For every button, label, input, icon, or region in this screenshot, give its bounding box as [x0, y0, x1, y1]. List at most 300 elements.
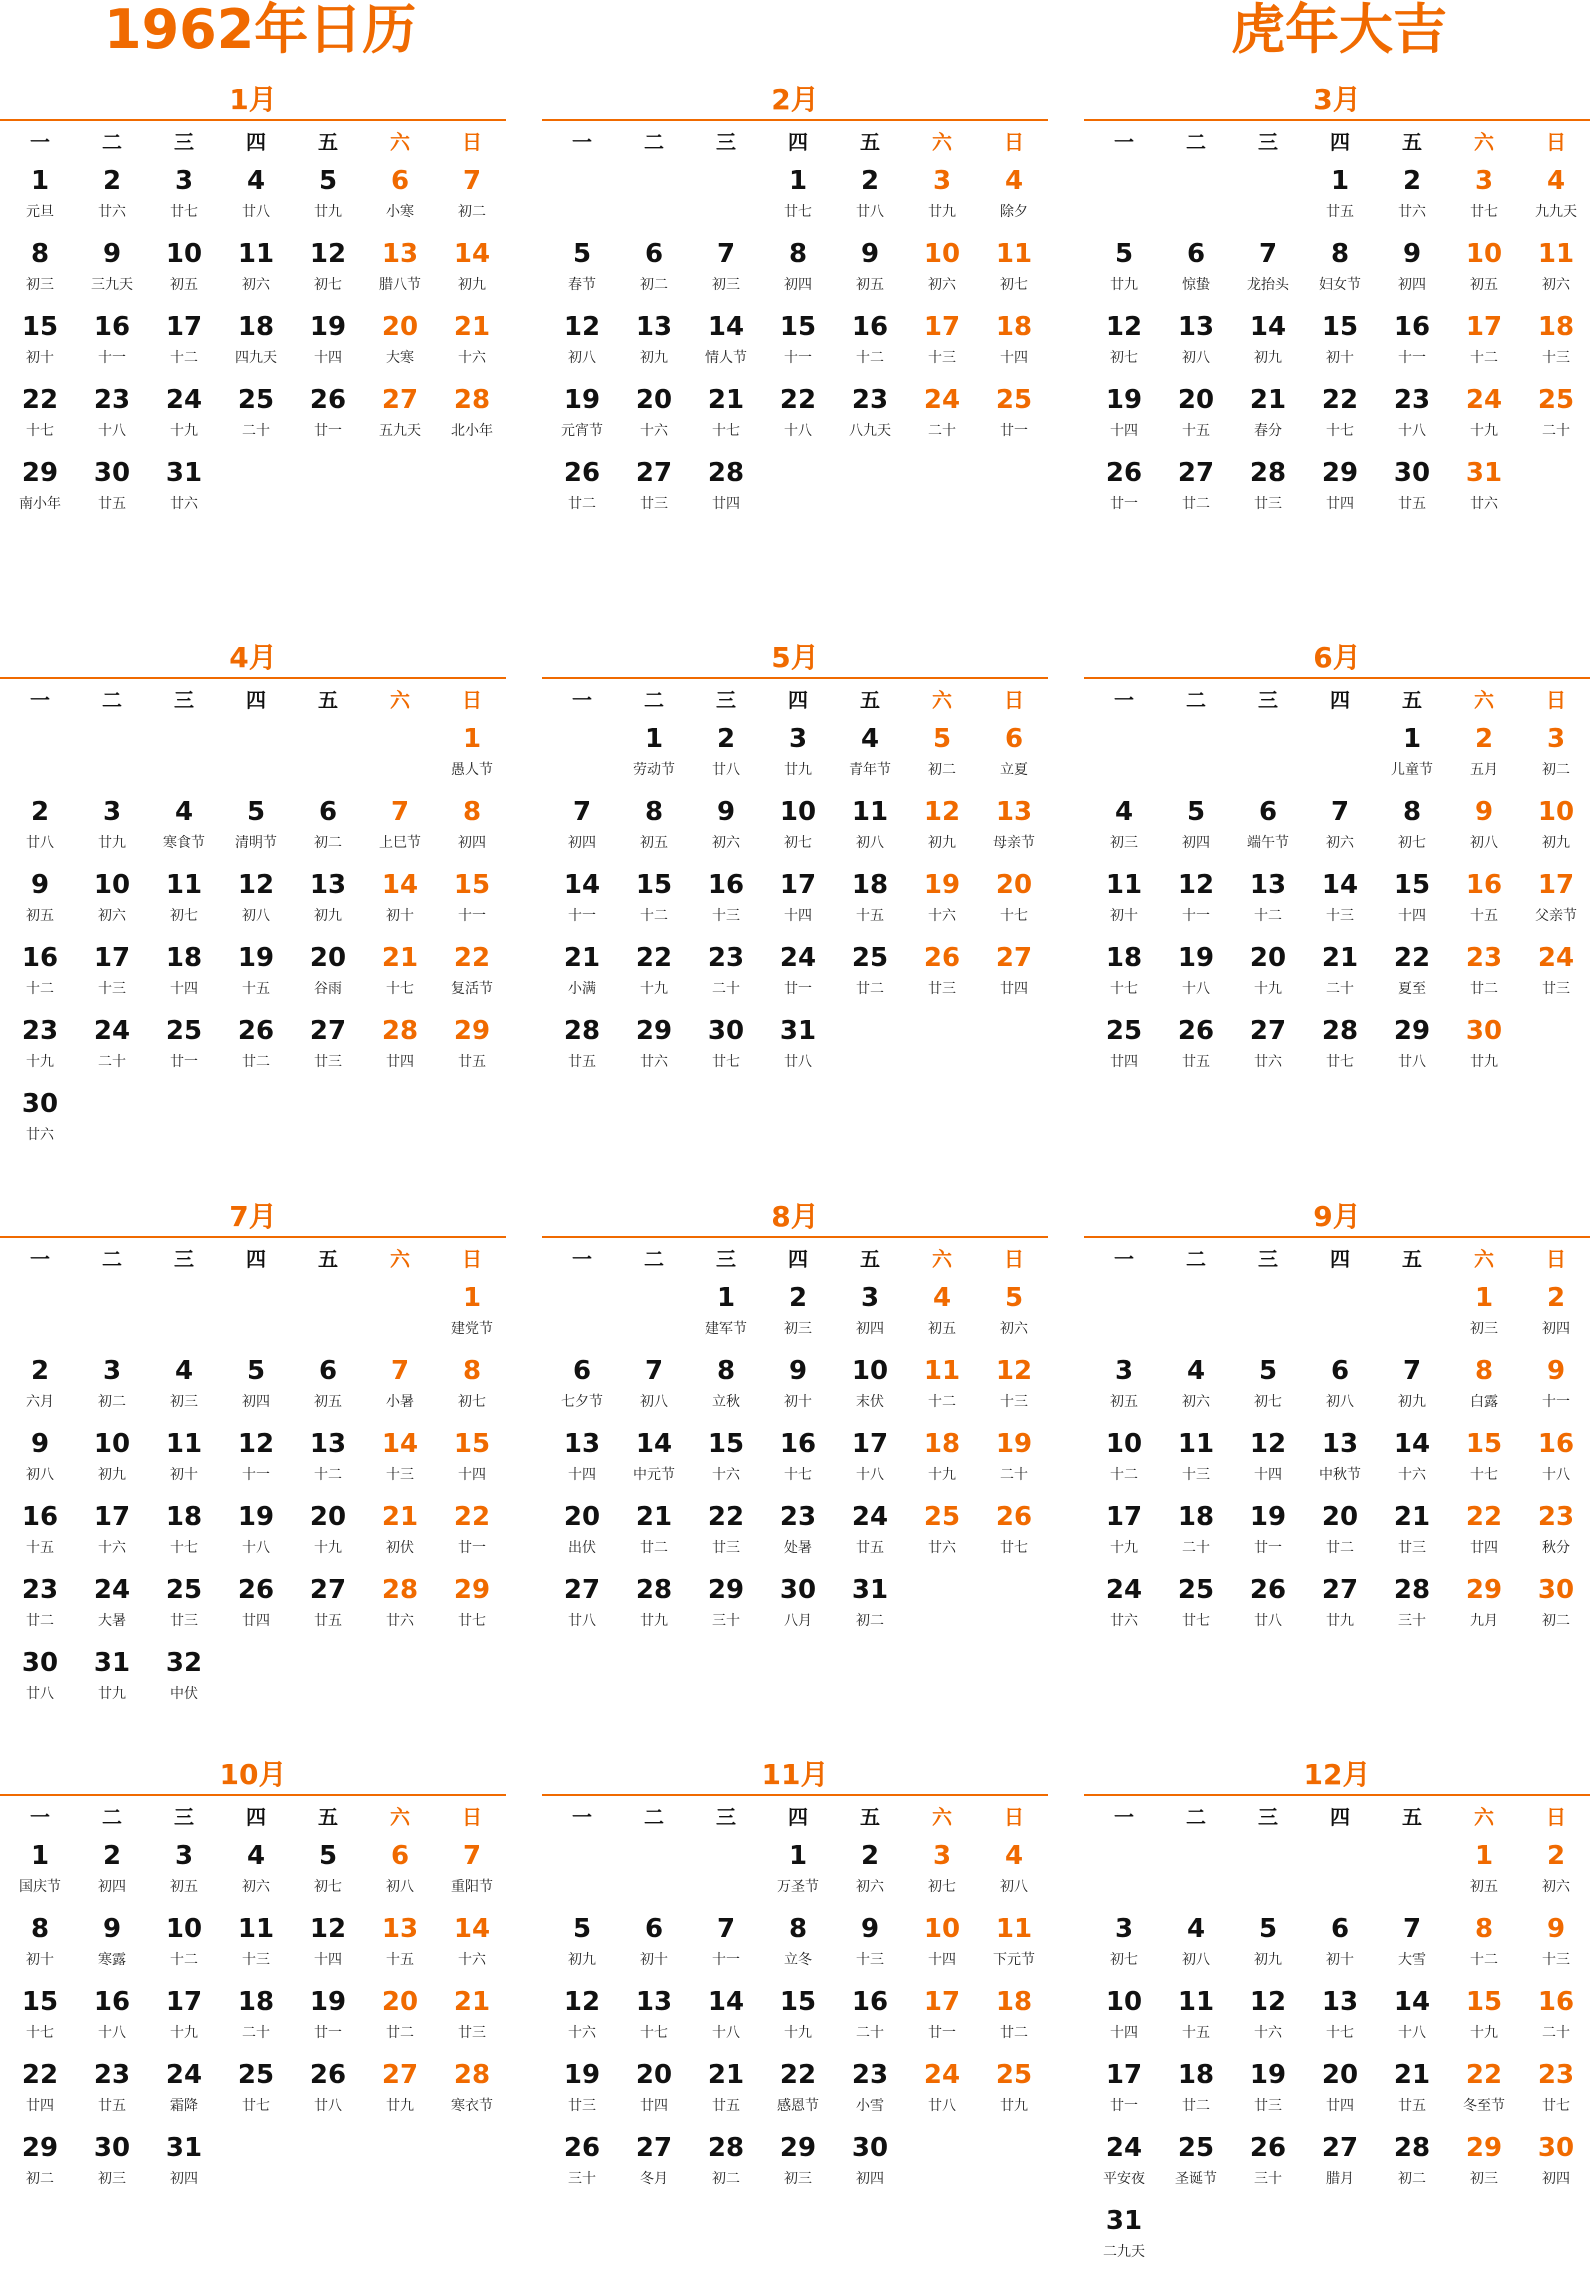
day-number: 17	[1105, 2060, 1143, 2090]
day-number: 13	[635, 312, 673, 342]
calendar-title: 1962年日历	[104, 0, 417, 61]
day-number: 28	[635, 1575, 673, 1605]
lunar-date: 初七	[170, 908, 198, 924]
weekday-label: 三	[716, 688, 736, 712]
lunar-date: 廿七	[1000, 1540, 1028, 1556]
day-number: 15	[707, 1429, 745, 1459]
day-cell	[978, 1427, 1050, 1500]
lunar-date: 白露	[1470, 1394, 1498, 1410]
lunar-date: 九九天	[1535, 204, 1577, 220]
day-cell	[546, 2131, 618, 2204]
month-block	[0, 1675, 506, 2187]
day-cell	[762, 1014, 834, 1087]
lunar-date: 青年节	[849, 762, 891, 778]
day-cell	[1232, 1014, 1304, 1087]
lunar-date: 廿四	[242, 1613, 270, 1629]
lunar-date: 初十	[26, 1952, 54, 1968]
weekday-label: 四	[788, 1805, 808, 1829]
lunar-date: 惊蛰	[1182, 277, 1210, 293]
day-cell	[76, 941, 148, 1014]
day-cell	[1232, 1500, 1304, 1573]
day-number: 25	[1177, 1575, 1215, 1605]
day-number: 11	[923, 1356, 961, 1386]
day-number: 24	[923, 2060, 961, 2090]
lunar-date: 三十	[568, 2171, 596, 2187]
day-cell	[292, 383, 364, 456]
day-cell	[1232, 310, 1304, 383]
day-cell	[1160, 1985, 1232, 2058]
day-cell	[906, 1427, 978, 1500]
lunar-date: 初九	[458, 277, 486, 293]
day-cell	[618, 2058, 690, 2131]
day-number: 27	[309, 1575, 347, 1605]
day-number: 12	[1249, 1429, 1287, 1459]
day-cell	[906, 1281, 978, 1354]
lunar-date: 廿五	[458, 1054, 486, 1070]
lunar-date: 初二	[640, 277, 668, 293]
day-number: 12	[237, 1429, 275, 1459]
day-cell	[292, 1839, 364, 1912]
month-name: 4月	[229, 641, 277, 674]
lunar-date: 十八	[784, 423, 812, 439]
day-cell	[1160, 456, 1232, 529]
day-cell	[292, 310, 364, 383]
lunar-date: 二九天	[1103, 2244, 1145, 2260]
day-number: 9	[1402, 239, 1422, 269]
lunar-date: 初八	[640, 1394, 668, 1410]
day-number: 21	[381, 943, 419, 973]
day-cell	[1376, 795, 1448, 868]
day-number: 31	[851, 1575, 889, 1605]
lunar-date: 出伏	[568, 1540, 596, 1556]
weekday-label: 五	[860, 688, 880, 712]
day-cell	[1304, 868, 1376, 941]
day-cell	[906, 383, 978, 456]
day-number: 20	[1177, 385, 1215, 415]
day-cell	[1520, 1985, 1591, 2058]
lunar-date: 廿一	[784, 981, 812, 997]
month-block	[0, 558, 506, 1143]
day-cell	[292, 2058, 364, 2131]
lunar-date: 二十	[1182, 1540, 1210, 1556]
day-cell	[1376, 941, 1448, 1014]
day-cell	[436, 1573, 508, 1646]
day-cell	[76, 456, 148, 529]
weekday-label: 四	[788, 1247, 808, 1271]
day-number: 25	[1177, 2133, 1215, 2163]
day-number: 29	[453, 1575, 491, 1605]
lunar-date: 初五	[1110, 1394, 1138, 1410]
day-number: 26	[1249, 1575, 1287, 1605]
day-cell	[76, 1354, 148, 1427]
day-cell	[364, 237, 436, 310]
day-number: 23	[1465, 943, 1503, 973]
lunar-date: 初四	[1182, 835, 1210, 851]
day-number: 2	[860, 166, 880, 196]
day-cell	[546, 941, 618, 1014]
day-number: 24	[165, 2060, 203, 2090]
lunar-date: 初九	[640, 350, 668, 366]
day-number: 26	[1105, 458, 1143, 488]
day-cell	[76, 1839, 148, 1912]
day-number: 10	[779, 797, 817, 827]
lunar-date: 初六	[856, 1879, 884, 1895]
day-cell	[978, 941, 1050, 1014]
lunar-date: 廿一	[928, 2025, 956, 2041]
weekday-label: 日	[462, 130, 482, 154]
month-name: 12月	[1303, 1758, 1371, 1791]
day-cell	[906, 164, 978, 237]
day-cell	[436, 2058, 508, 2131]
lunar-date: 十六	[98, 1540, 126, 1556]
day-number: 22	[779, 385, 817, 415]
day-number: 24	[851, 1502, 889, 1532]
day-cell	[292, 795, 364, 868]
day-cell	[690, 1912, 762, 1985]
day-number: 8	[788, 239, 808, 269]
lunar-date: 十九	[1470, 2025, 1498, 2041]
month-name: 5月	[771, 641, 819, 674]
day-number: 13	[563, 1429, 601, 1459]
weekday-label: 日	[1546, 1247, 1566, 1271]
day-number: 22	[1321, 385, 1359, 415]
day-number: 9	[102, 239, 122, 269]
lunar-date: 廿八	[712, 762, 740, 778]
weekday-label: 五	[318, 130, 338, 154]
lunar-date: 十四	[314, 350, 342, 366]
day-number: 10	[93, 870, 131, 900]
day-cell	[220, 1985, 292, 2058]
lunar-date: 十六	[458, 1952, 486, 1968]
lunar-date: 廿五	[1398, 496, 1426, 512]
weekday-label: 三	[1258, 1247, 1278, 1271]
lunar-date: 廿六	[928, 1540, 956, 1556]
day-number: 13	[1249, 870, 1287, 900]
day-cell	[76, 795, 148, 868]
day-cell	[436, 1500, 508, 1573]
day-number: 31	[165, 458, 203, 488]
lunar-date: 十一	[712, 1952, 740, 1968]
day-number: 4	[174, 797, 194, 827]
day-number: 18	[1105, 943, 1143, 973]
day-cell	[148, 237, 220, 310]
day-number: 21	[381, 1502, 419, 1532]
day-number: 6	[1004, 724, 1024, 754]
day-number: 8	[788, 1914, 808, 1944]
day-number: 2	[1546, 1841, 1566, 1871]
day-number: 18	[237, 312, 275, 342]
day-number: 7	[462, 166, 482, 196]
day-cell	[1088, 2204, 1160, 2277]
day-number: 16	[851, 1987, 889, 2017]
lunar-date: 十五	[1182, 423, 1210, 439]
day-number: 23	[93, 385, 131, 415]
day-cell	[978, 722, 1050, 795]
lunar-date: 廿五	[856, 1540, 884, 1556]
lunar-date: 廿七	[1470, 204, 1498, 220]
lunar-date: 廿二	[640, 1540, 668, 1556]
day-cell	[1304, 383, 1376, 456]
lunar-date: 初五	[170, 277, 198, 293]
day-number: 12	[995, 1356, 1033, 1386]
lunar-date: 初九	[1542, 835, 1570, 851]
day-cell	[906, 722, 978, 795]
lunar-date: 初四	[1542, 2171, 1570, 2187]
day-number: 1	[644, 724, 664, 754]
day-number: 9	[716, 797, 736, 827]
lunar-date: 立秋	[712, 1394, 740, 1410]
day-cell	[834, 1427, 906, 1500]
lunar-date: 初四	[1398, 277, 1426, 293]
day-number: 14	[453, 239, 491, 269]
weekday-label: 日	[1004, 1805, 1024, 1829]
lunar-date: 廿六	[170, 496, 198, 512]
weekday-header	[1084, 126, 1590, 156]
day-number: 32	[165, 1648, 203, 1678]
lunar-date: 廿九	[1000, 2098, 1028, 2114]
day-cell	[220, 1573, 292, 1646]
weekday-label: 六	[390, 130, 410, 154]
day-cell	[978, 1839, 1050, 1912]
day-number: 11	[165, 1429, 203, 1459]
day-cell	[690, 237, 762, 310]
day-cell	[364, 1427, 436, 1500]
day-number: 25	[237, 385, 275, 415]
lunar-date: 十四	[1398, 908, 1426, 924]
day-cell	[220, 1014, 292, 1087]
day-cell	[1376, 1985, 1448, 2058]
lunar-date: 夏至	[1398, 981, 1426, 997]
day-number: 1	[788, 1841, 808, 1871]
month-name: 9月	[1313, 1200, 1361, 1233]
day-cell	[292, 1500, 364, 1573]
day-number: 29	[453, 1016, 491, 1046]
day-cell	[1376, 722, 1448, 795]
day-cell	[4, 1839, 76, 1912]
day-number: 23	[1537, 1502, 1575, 1532]
lunar-date: 廿三	[1542, 981, 1570, 997]
day-cell	[762, 1985, 834, 2058]
lunar-date: 初六	[98, 908, 126, 924]
day-number: 1	[788, 166, 808, 196]
lunar-date: 春分	[1254, 423, 1282, 439]
lunar-date: 二十	[1542, 423, 1570, 439]
day-number: 10	[93, 1429, 131, 1459]
day-cell	[220, 2058, 292, 2131]
day-cell	[834, 1281, 906, 1354]
month-divider	[1084, 677, 1590, 679]
day-number: 18	[923, 1429, 961, 1459]
day-cell	[978, 2058, 1050, 2131]
lunar-date: 初七	[1000, 277, 1028, 293]
weekday-label: 一	[572, 1247, 592, 1271]
day-cell	[618, 795, 690, 868]
day-number: 5	[318, 1841, 338, 1871]
day-cell	[690, 941, 762, 1014]
day-number: 16	[93, 1987, 131, 2017]
day-number: 12	[1177, 870, 1215, 900]
day-number: 6	[1330, 1914, 1350, 1944]
lunar-date: 十六	[458, 350, 486, 366]
month-divider	[542, 1236, 1048, 1238]
day-cell	[690, 1573, 762, 1646]
day-number: 23	[21, 1016, 59, 1046]
lunar-date: 廿二	[1182, 2098, 1210, 2114]
weekday-header	[542, 1243, 1048, 1273]
day-number: 19	[563, 2060, 601, 2090]
lunar-date: 二十	[712, 981, 740, 997]
lunar-date: 十四	[928, 1952, 956, 1968]
lunar-date: 十四	[568, 1467, 596, 1483]
lunar-date: 初五	[1470, 277, 1498, 293]
weekday-label: 四	[246, 688, 266, 712]
day-cell	[906, 795, 978, 868]
weekday-header	[0, 684, 506, 714]
lunar-date: 初十	[784, 1394, 812, 1410]
weekday-label: 一	[30, 688, 50, 712]
lunar-date: 末伏	[856, 1394, 884, 1410]
lunar-date: 初五	[1470, 1879, 1498, 1895]
weekday-label: 五	[318, 1805, 338, 1829]
day-number: 30	[851, 2133, 889, 2163]
lunar-date: 初三	[1470, 2171, 1498, 2187]
day-number: 3	[1546, 724, 1566, 754]
lunar-date: 初二	[26, 2171, 54, 2187]
day-cell	[1304, 237, 1376, 310]
lunar-date: 十二	[640, 908, 668, 924]
lunar-date: 十四	[314, 1952, 342, 1968]
lunar-date: 初三	[1470, 1321, 1498, 1337]
lunar-date: 二十	[928, 423, 956, 439]
blessing-title: 虎年大吉	[1231, 0, 1447, 61]
lunar-date: 廿三	[458, 2025, 486, 2041]
day-number: 5	[1004, 1283, 1024, 1313]
day-number: 23	[779, 1502, 817, 1532]
lunar-date: 初七	[1398, 835, 1426, 851]
day-number: 6	[1330, 1356, 1350, 1386]
weekday-label: 四	[1330, 688, 1350, 712]
lunar-date: 初四	[458, 835, 486, 851]
day-number: 3	[932, 166, 952, 196]
day-cell	[690, 1354, 762, 1427]
lunar-date: 圣诞节	[1175, 2171, 1217, 2187]
day-number: 20	[563, 1502, 601, 1532]
lunar-date: 廿五	[98, 496, 126, 512]
weekday-label: 六	[932, 1805, 952, 1829]
day-number: 30	[1537, 2133, 1575, 2163]
lunar-date: 廿八	[568, 1613, 596, 1629]
day-number: 19	[237, 943, 275, 973]
day-number: 24	[165, 385, 203, 415]
lunar-date: 廿四	[1110, 1054, 1138, 1070]
lunar-date: 十六	[928, 908, 956, 924]
day-number: 19	[1249, 1502, 1287, 1532]
weekday-label: 三	[174, 1247, 194, 1271]
lunar-date: 十五	[386, 1952, 414, 1968]
day-cell	[618, 1573, 690, 1646]
day-cell	[1088, 795, 1160, 868]
lunar-date: 十八	[856, 1467, 884, 1483]
lunar-date: 十一	[98, 350, 126, 366]
day-number: 6	[644, 239, 664, 269]
weekday-header	[1084, 1243, 1590, 1273]
day-cell	[4, 1427, 76, 1500]
lunar-date: 廿八	[26, 1686, 54, 1702]
day-number: 5	[1186, 797, 1206, 827]
lunar-date: 廿四	[1000, 981, 1028, 997]
day-number: 28	[707, 458, 745, 488]
lunar-date: 初八	[1182, 350, 1210, 366]
day-number: 4	[932, 1283, 952, 1313]
day-number: 22	[21, 385, 59, 415]
day-cell	[546, 310, 618, 383]
day-cell	[546, 795, 618, 868]
weekday-label: 六	[1474, 130, 1494, 154]
day-number: 15	[453, 870, 491, 900]
day-cell	[834, 237, 906, 310]
lunar-date: 十五	[1470, 908, 1498, 924]
day-cell	[364, 941, 436, 1014]
lunar-date: 初十	[1110, 908, 1138, 924]
day-number: 14	[635, 1429, 673, 1459]
lunar-date: 十二	[314, 1467, 342, 1483]
day-cell	[1448, 1014, 1520, 1087]
day-cell	[618, 1014, 690, 1087]
day-cell	[834, 2058, 906, 2131]
month-block	[0, 1117, 506, 1702]
weekday-header	[0, 1243, 506, 1273]
lunar-date: 廿一	[314, 2025, 342, 2041]
lunar-date: 十九	[26, 1054, 54, 1070]
lunar-date: 廿八	[784, 1054, 812, 1070]
day-cell	[978, 237, 1050, 310]
day-number: 9	[1546, 1356, 1566, 1386]
day-cell	[1376, 1912, 1448, 1985]
day-cell	[76, 310, 148, 383]
day-number: 3	[174, 1841, 194, 1871]
weekday-label: 六	[1474, 1247, 1494, 1271]
day-cell	[834, 310, 906, 383]
day-number: 25	[995, 385, 1033, 415]
day-cell	[220, 383, 292, 456]
day-cell	[1448, 164, 1520, 237]
day-number: 11	[995, 1914, 1033, 1944]
day-number: 11	[237, 1914, 275, 1944]
day-number: 14	[381, 1429, 419, 1459]
lunar-date: 廿六	[1110, 1613, 1138, 1629]
day-cell	[364, 1985, 436, 2058]
day-cell	[1232, 1573, 1304, 1646]
day-number: 25	[1105, 1016, 1143, 1046]
day-number: 26	[237, 1016, 275, 1046]
day-number: 26	[309, 2060, 347, 2090]
weekday-label: 二	[644, 688, 664, 712]
month-name: 10月	[219, 1758, 287, 1791]
day-number: 11	[237, 239, 275, 269]
day-cell	[1520, 722, 1591, 795]
lunar-date: 十六	[1398, 1467, 1426, 1483]
day-number: 26	[1249, 2133, 1287, 2163]
day-cell	[762, 1912, 834, 1985]
day-cell	[690, 795, 762, 868]
lunar-date: 初十	[1326, 350, 1354, 366]
day-cell	[364, 1839, 436, 1912]
day-cell	[1304, 2058, 1376, 2131]
lunar-date: 复活节	[451, 981, 493, 997]
day-number: 4	[1004, 166, 1024, 196]
day-cell	[76, 383, 148, 456]
day-number: 20	[381, 1987, 419, 2017]
